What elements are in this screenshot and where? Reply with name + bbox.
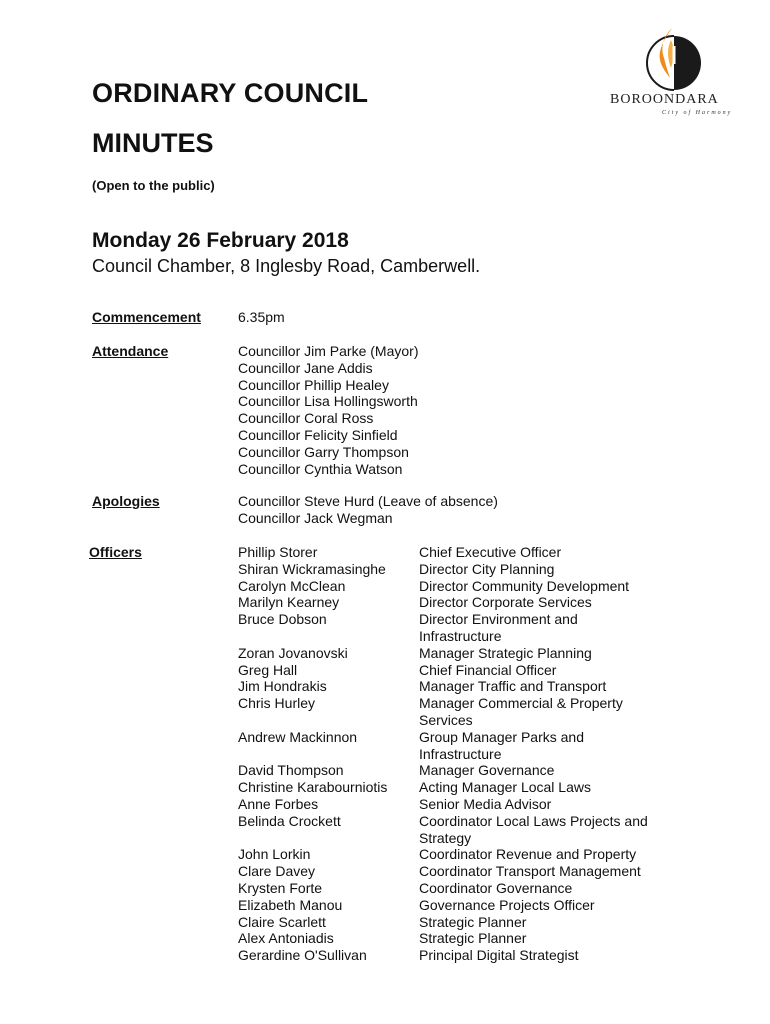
officer-name: Marilyn Kearney (238, 594, 340, 611)
officer-role: Chief Executive Officer (419, 544, 562, 560)
officers-label: Officers (89, 544, 142, 560)
attendee: Councillor Jim Parke (Mayor) (238, 343, 419, 359)
officer-name: Belinda Crockett (238, 812, 341, 829)
officer-name: Alex Antoniadis (238, 930, 334, 947)
officer-role: Strategy (419, 829, 472, 846)
officer-role: Strategic Planner (419, 930, 527, 947)
officer-role: Senior Media Advisor (419, 796, 552, 812)
officer-name: Zoran Jovanovski (238, 644, 348, 661)
officer-role: Chief Financial Officer (419, 661, 557, 678)
officer-name: Elizabeth Manou (238, 896, 343, 913)
attendee: Councillor Lisa Hollingsworth (238, 393, 418, 410)
officer-role: Director City Planning (419, 560, 555, 577)
officer-role: Director Community Development (419, 577, 630, 594)
officer-role: Principal Digital Strategist (419, 947, 579, 964)
apologies-list (238, 493, 498, 527)
officer-name: Claire Scarlett (238, 913, 326, 930)
officer-role: Coordinator Governance (419, 880, 573, 896)
officer-name: Chris Hurley (238, 695, 316, 712)
access-note: (Open to the public) (92, 178, 215, 193)
officer-name: Clare Davey (238, 863, 316, 880)
attendee: Councillor Phillip Healey (238, 376, 389, 393)
officer-name: Phillip Storer (238, 544, 318, 560)
attendee: Councillor Felicity Sinfield (238, 426, 398, 443)
officer-name: Anne Forbes (238, 796, 319, 812)
meeting-venue: Council Chamber, 8 Inglesby Road, Camberwell. (92, 256, 481, 276)
officer-name: Christine Karabourniotis (238, 779, 388, 796)
document-title-line2: MINUTES (92, 128, 214, 158)
officer-role: Manager Governance (419, 762, 555, 779)
attendee: Councillor Coral Ross (238, 410, 374, 427)
attendee: Councillor Garry Thompson (238, 443, 409, 460)
officer-name: John Lorkin (238, 846, 311, 863)
officer-role: Coordinator Revenue and Property (419, 846, 637, 863)
apologies-label: Apologies (92, 493, 160, 509)
officer-name: Jim Hondrakis (238, 678, 327, 695)
officer-role: Governance Projects Officer (419, 896, 595, 913)
officer-role: Group Manager Parks and (419, 728, 584, 745)
officer-role: Director Environment and (419, 611, 578, 628)
officer-name: Greg Hall (238, 661, 298, 678)
officer-name: Shiran Wickramasinghe (238, 560, 386, 577)
officer-name: Krysten Forte (238, 880, 323, 896)
apology: Councillor Steve Hurd (Leave of absence) (238, 493, 498, 509)
logo-wordmark: BOROONDARA (610, 92, 719, 107)
attendee: Councillor Cynthia Watson (238, 460, 403, 477)
officer-name: Bruce Dobson (238, 611, 327, 628)
officer-role: Coordinator Transport Management (419, 863, 641, 880)
apology: Councillor Jack Wegman (238, 509, 393, 526)
officer-role: Strategic Planner (419, 913, 527, 930)
officer-name: Gerardine O'Sullivan (238, 947, 367, 964)
officer-name: Carolyn McClean (238, 577, 346, 594)
document-title-line1: ORDINARY COUNCIL (92, 78, 369, 108)
officer-role: Infrastructure (419, 628, 502, 644)
officer-role: Manager Commercial & Property (419, 695, 623, 712)
officer-role: Coordinator Local Laws Projects and (419, 812, 648, 829)
officer-role: Infrastructure (419, 745, 502, 762)
attendance-label: Attendance (92, 343, 169, 359)
officer-role: Manager Traffic and Transport (419, 678, 607, 695)
officer-role: Acting Manager Local Laws (419, 779, 591, 796)
meeting-date: Monday 26 February 2018 (92, 229, 349, 252)
officer-role: Director Corporate Services (419, 594, 592, 611)
officer-role: Manager Strategic Planning (419, 644, 592, 661)
boroondara-emblem-icon (634, 26, 714, 92)
officer-name: Andrew Mackinnon (238, 728, 358, 745)
logo-tagline: City of Harmony (662, 110, 733, 116)
officer-name: David Thompson (238, 762, 344, 779)
commencement-label: Commencement (92, 309, 201, 325)
council-logo (604, 26, 744, 122)
attendee: Councillor Jane Addis (238, 359, 373, 376)
commencement-time: 6.35pm (238, 309, 285, 325)
attendance-list (238, 343, 418, 477)
officer-role: Services (419, 712, 473, 728)
